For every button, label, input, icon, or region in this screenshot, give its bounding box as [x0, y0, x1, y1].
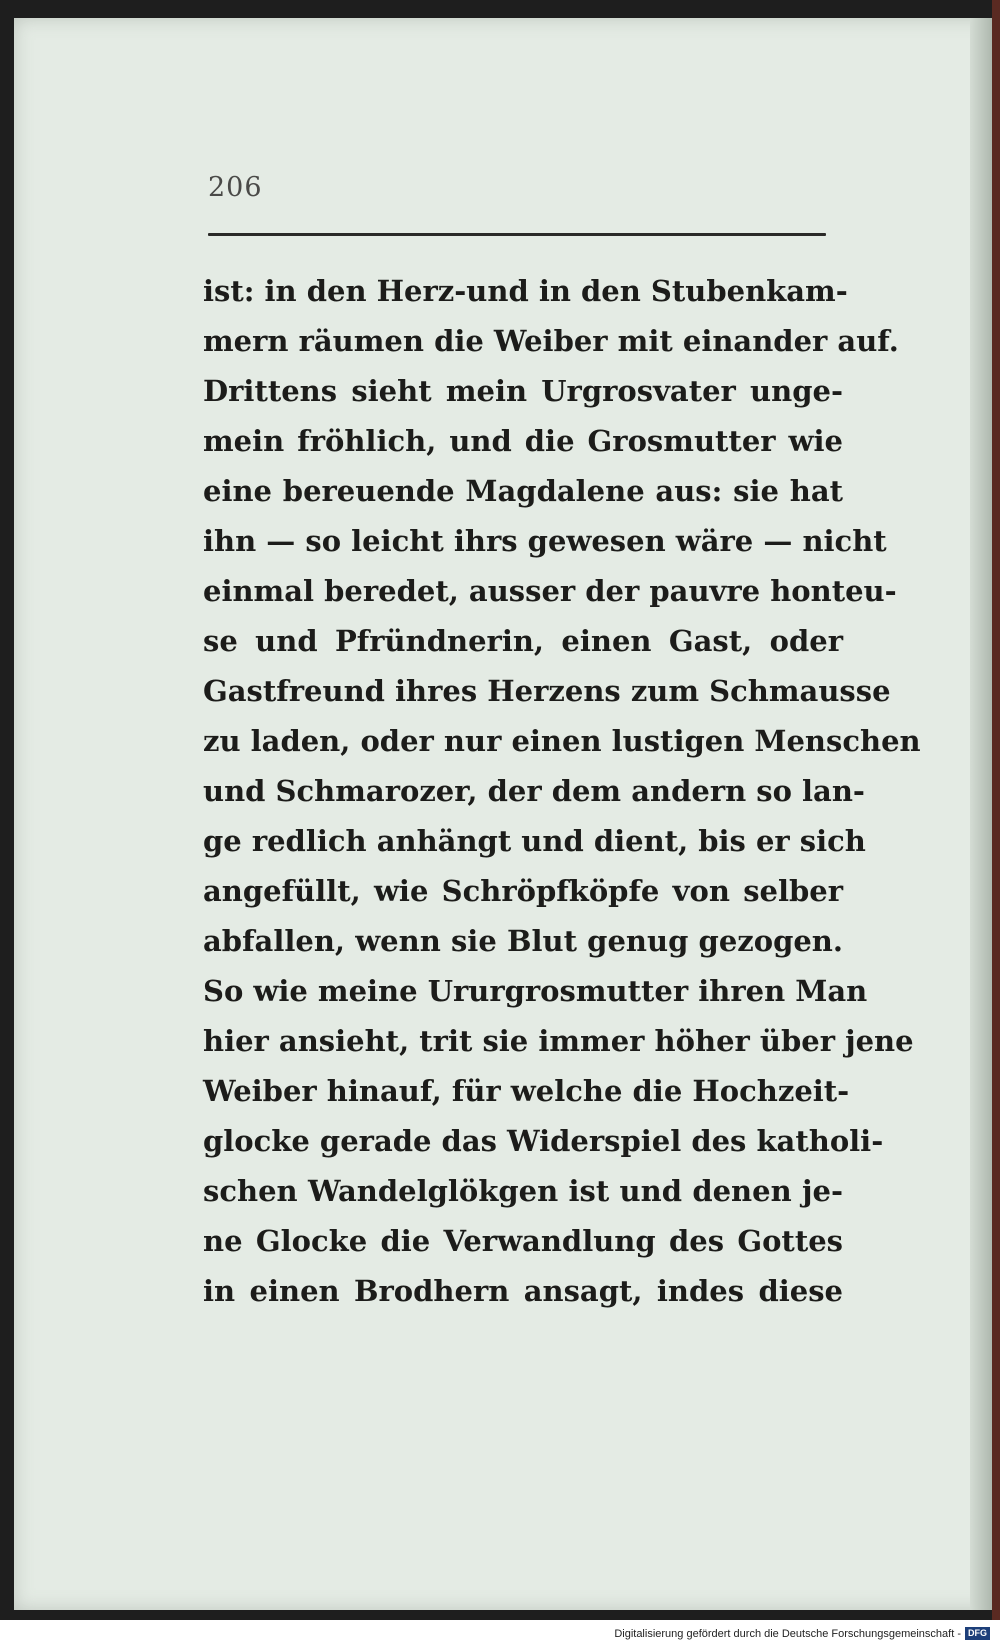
digitization-credit: [614, 1627, 990, 1640]
text-line: ge redlich anhängt und dient, bis er sich: [203, 824, 866, 858]
text-line: ne Glocke die Verwandlung des Gottes: [203, 1224, 843, 1258]
dfg-logo: DFG: [965, 1627, 990, 1640]
body-text: [203, 266, 921, 1316]
text-line: schen Wandelglökgen ist und denen je-: [203, 1174, 843, 1208]
book-spine: [992, 0, 1000, 1620]
text-line: zu laden, oder nur einen lustigen Menschen: [203, 724, 921, 758]
text-line: Weiber hinauf, für welche die Hochzeit-: [203, 1074, 850, 1108]
text-line: ist: in den Herz-und in den Stubenkam-: [203, 274, 848, 308]
text-line: glocke gerade das Widerspiel des katholi-: [203, 1124, 884, 1158]
text-line: angefüllt, wie Schröpfköpfe von selber: [203, 874, 843, 908]
text-line: se und Pfründnerin, einen Gast, oder: [203, 624, 843, 658]
text-line: einmal beredet, ausser der pauvre honteu-: [203, 574, 897, 608]
text-line: ihn — so leicht ihrs gewesen wäre — nicht: [203, 524, 887, 558]
text-line: Gastfreund ihres Herzens zum Schmausse: [203, 674, 891, 708]
credit-text: Digitalisierung gefördert durch die Deutsche Forschungsgemeinschaft -: [614, 1627, 961, 1640]
text-line: in einen Brodhern ansagt, indes diese: [203, 1274, 843, 1308]
text-line: und Schmarozer, der dem andern so lan-: [203, 774, 865, 808]
text-line: Drittens sieht mein Urgrosvater unge-: [203, 374, 843, 408]
text-line: mein fröhlich, und die Grosmutter wie: [203, 424, 843, 458]
text-line: abfallen, wenn sie Blut genug gezogen.: [203, 924, 843, 958]
header-rule: [208, 233, 826, 236]
page-edge: [970, 18, 992, 1610]
page-number: 206: [208, 172, 263, 203]
text-line: So wie meine Ururgrosmutter ihren Man: [203, 974, 868, 1008]
text-line: eine bereuende Magdalene aus: sie hat: [203, 474, 843, 508]
text-line: mern räumen die Weiber mit einander auf.: [203, 324, 899, 358]
text-line: hier ansieht, trit sie immer höher über jene: [203, 1024, 914, 1058]
